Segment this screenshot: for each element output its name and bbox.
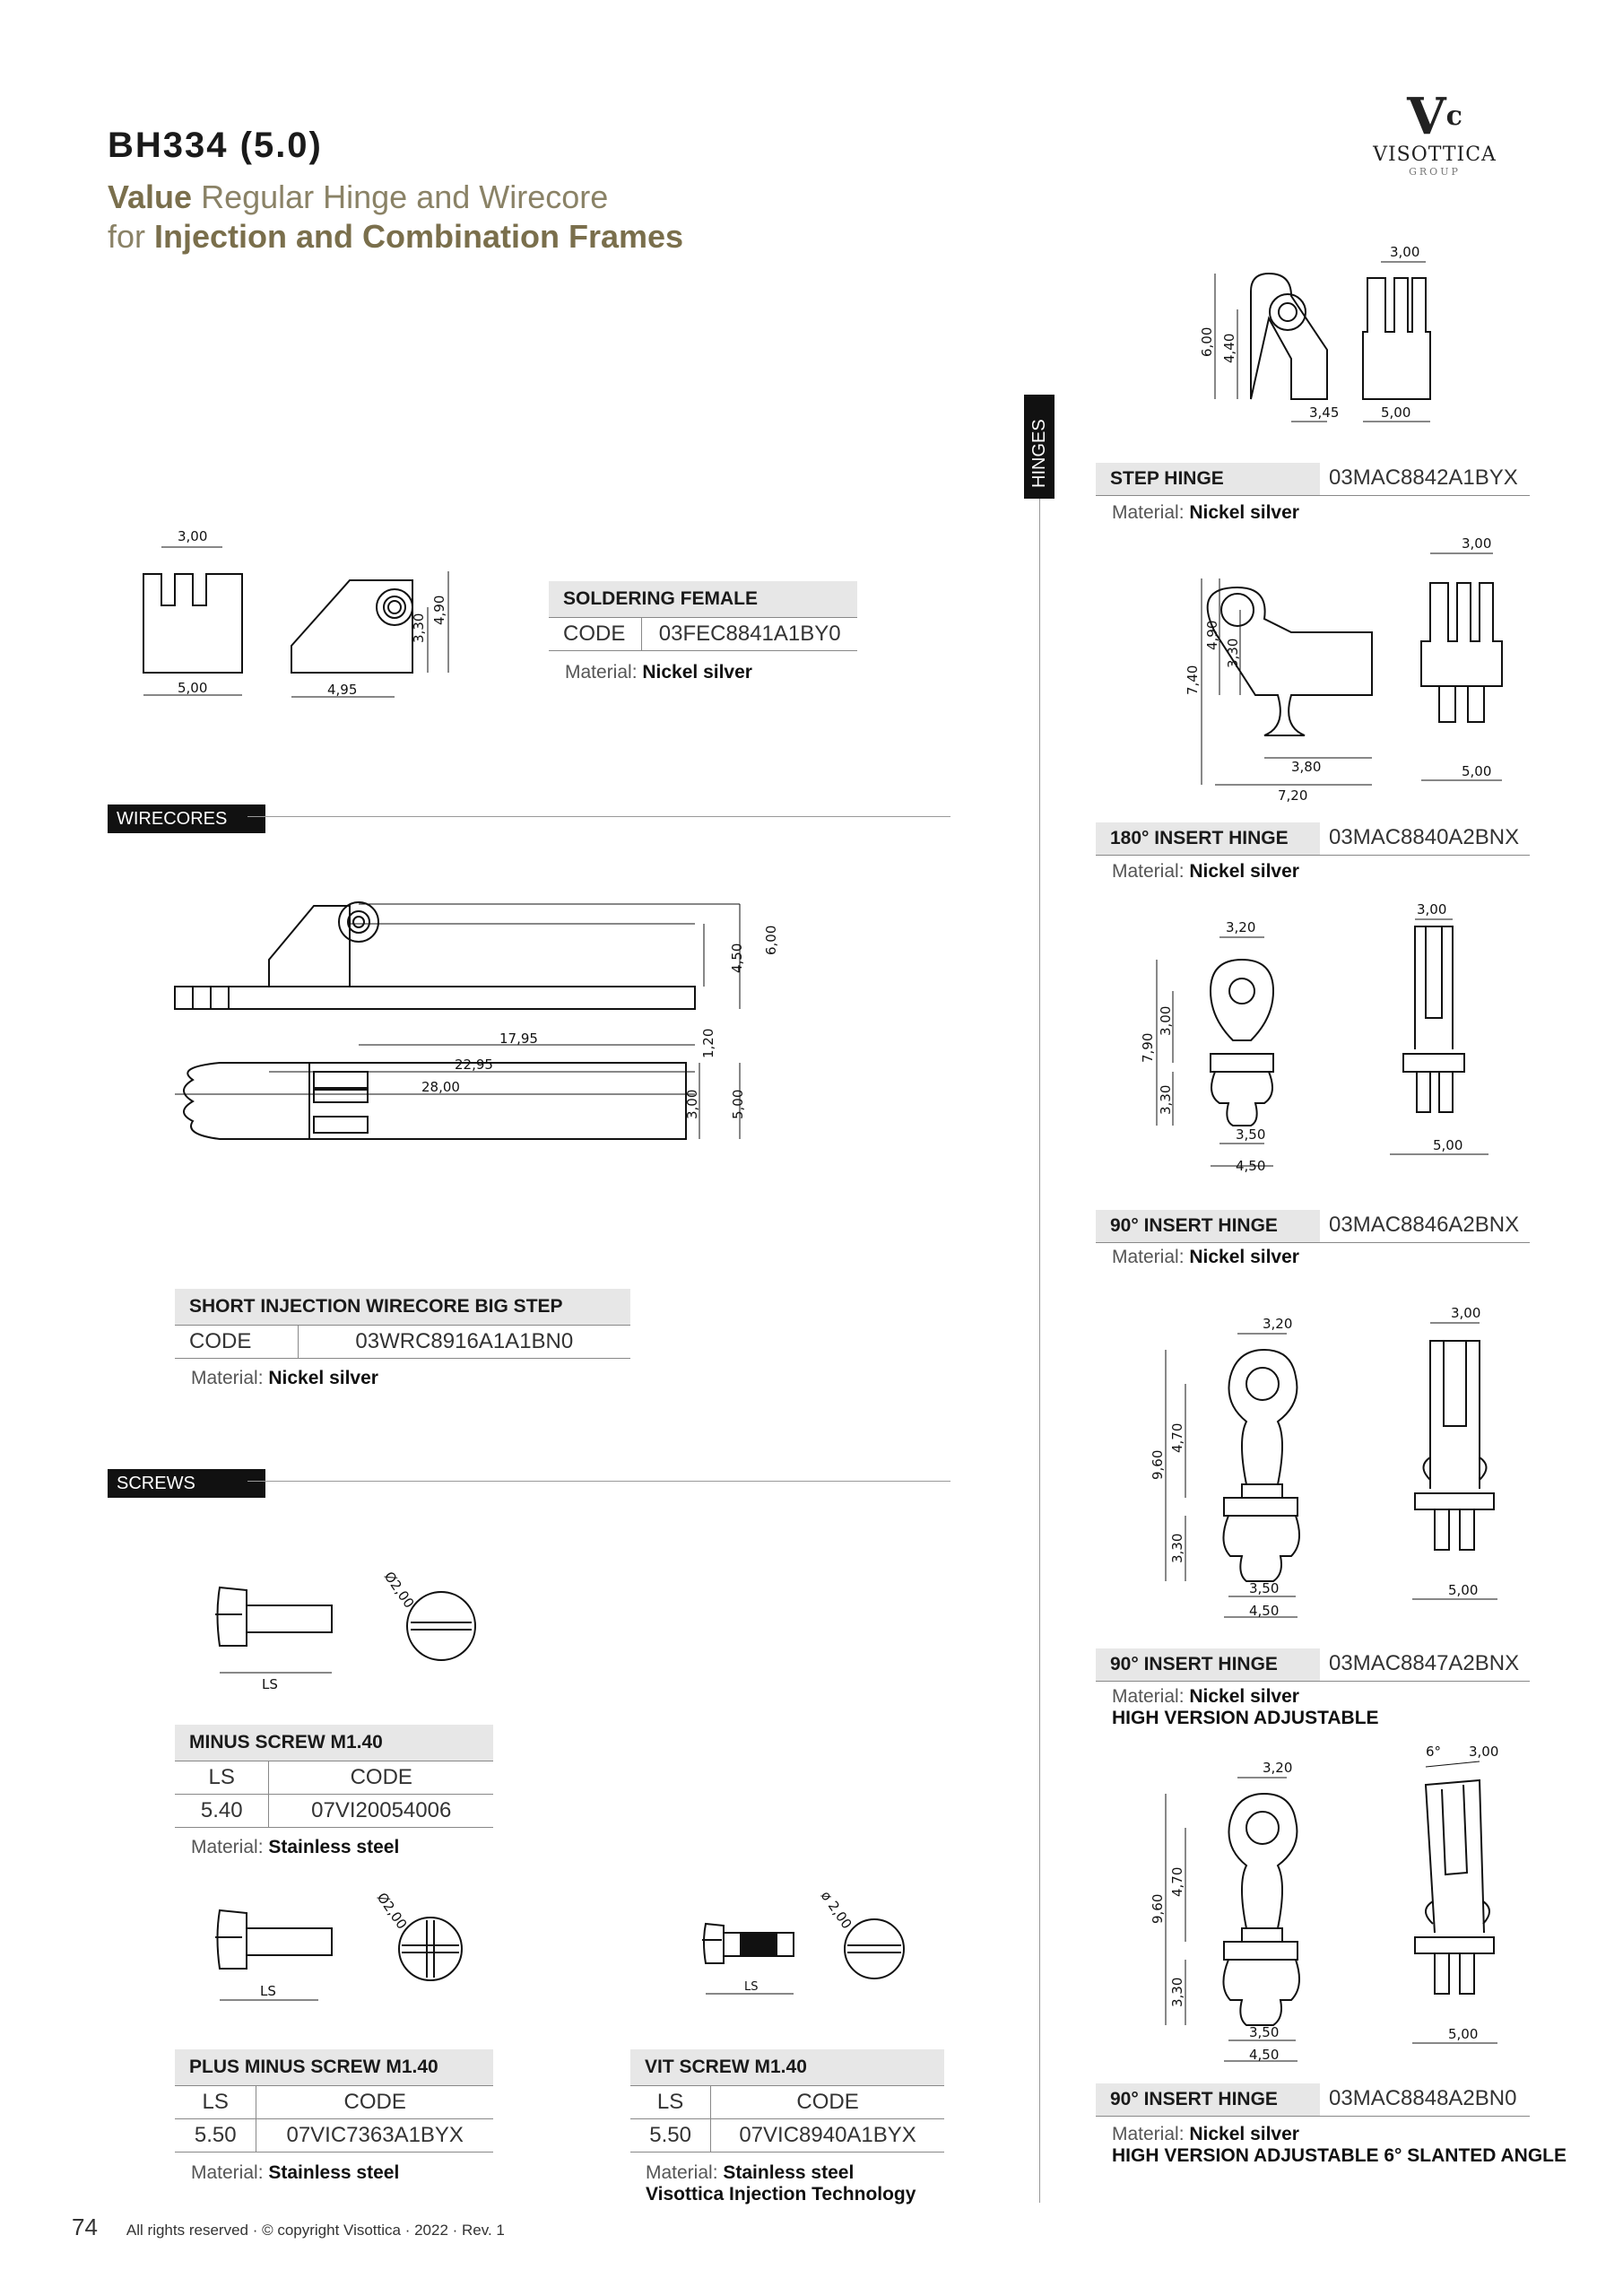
- wirecore-material-value: Nickel silver: [268, 1368, 378, 1388]
- step-hinge-header: [1096, 462, 1530, 496]
- insert-hinge-90-a-material: [1112, 1247, 1299, 1268]
- insert-hinge-180-material-value: Nickel silver: [1189, 861, 1299, 882]
- insert-90a-dim-300-top: 3,00: [1417, 901, 1447, 918]
- insert-hinge-90-a-name: 90° INSERT HINGE: [1096, 1210, 1320, 1242]
- soldering-female-table: [549, 581, 857, 651]
- wirecore-dim-300: 3,00: [684, 1089, 700, 1119]
- wirecore-code: 03WRC8916A1A1BN0: [298, 1326, 630, 1359]
- subtitle-pre-2: for: [108, 218, 155, 255]
- wirecore-material-label: Material:: [191, 1368, 269, 1388]
- plus-minus-screw-material-value: Stainless steel: [268, 2162, 400, 2183]
- insert-90c-dim-angle: 6°: [1426, 1744, 1442, 1760]
- step-hinge-dim-600: 6,00: [1199, 326, 1215, 357]
- insert-180-dim-740: 7,40: [1185, 665, 1201, 695]
- wirecore-name: SHORT INJECTION WIRECORE BIG STEP: [175, 1289, 630, 1326]
- vit-screw-col-code: CODE: [711, 2086, 944, 2119]
- visottica-v-logo-icon: $V^c$: [1407, 87, 1462, 146]
- insert-90b-dim-470: 4,70: [1169, 1422, 1185, 1453]
- wirecore-dim-2295: 22,95: [455, 1057, 493, 1073]
- insert-90a-dim-450: 4,50: [1236, 1158, 1266, 1174]
- plus-minus-screw-dim-d: Ø2,00: [373, 1889, 411, 1933]
- insert-hinge-90-b-drawing: [1130, 1296, 1542, 1628]
- soldering-dim-490: 4,90: [431, 595, 447, 625]
- section-screws-rule: [247, 1481, 950, 1482]
- wirecore-dim-1795: 17,95: [499, 1031, 538, 1047]
- soldering-material: [565, 662, 752, 683]
- section-wirecores-rule: [247, 816, 950, 817]
- insert-180-dim-500: 5,00: [1462, 763, 1492, 779]
- wirecore-dim-500: 5,00: [730, 1089, 746, 1119]
- section-wirecores: WIRECORES: [108, 804, 265, 833]
- minus-screw-name: MINUS SCREW M1.40: [175, 1725, 493, 1761]
- insert-90c-dim-470: 4,70: [1169, 1866, 1185, 1897]
- insert-90b-dim-320: 3,20: [1263, 1316, 1293, 1332]
- vit-screw-material-value: Stainless steel: [723, 2162, 855, 2183]
- plus-minus-screw-col-code: CODE: [256, 2086, 493, 2119]
- minus-screw-material-label: Material:: [191, 1837, 269, 1857]
- hinges-side-tab-label: HINGES: [1029, 419, 1049, 488]
- wirecore-drawing: [166, 888, 812, 1247]
- soldering-material-label: Material:: [565, 662, 643, 683]
- insert-90c-dim-300: 3,00: [1469, 1744, 1499, 1760]
- step-hinge-material-label: Material:: [1112, 502, 1190, 523]
- insert-90c-dim-500: 5,00: [1448, 2026, 1479, 2042]
- insert-180-dim-380: 3,80: [1291, 759, 1322, 775]
- insert-90b-dim-350: 3,50: [1249, 1580, 1280, 1596]
- insert-hinge-180-header: [1096, 822, 1530, 856]
- insert-hinge-90-a-header: [1096, 1209, 1530, 1243]
- insert-180-dim-720: 7,20: [1278, 787, 1308, 803]
- insert-hinge-90-b-material-value: Nickel silver: [1189, 1686, 1299, 1707]
- insert-hinge-180-rule: [1096, 855, 1530, 856]
- wirecore-table: [175, 1289, 630, 1359]
- soldering-dim-width-top: 3,00: [178, 528, 208, 544]
- insert-90c-dim-320: 3,20: [1263, 1760, 1293, 1776]
- step-hinge-dim-300: 3,00: [1390, 244, 1420, 260]
- vit-screw-ls: 5.50: [630, 2119, 711, 2152]
- insert-hinge-90-b-material-label: Material:: [1112, 1686, 1190, 1707]
- plus-minus-screw-code: 07VIC7363A1BYX: [256, 2119, 493, 2152]
- vit-screw-material-label: Material:: [646, 2162, 724, 2183]
- insert-hinge-180-code: 03MAC8840A2BNX: [1329, 825, 1520, 849]
- insert-hinge-90-b-header: [1096, 1648, 1530, 1682]
- vit-screw-table: [630, 2049, 944, 2152]
- step-hinge-drawing: [1193, 242, 1551, 430]
- insert-90a-dim-330: 3,30: [1158, 1084, 1174, 1115]
- subtitle-bold-2: Injection and Combination Frames: [154, 218, 684, 255]
- vit-screw-code: 07VIC8940A1BYX: [711, 2119, 944, 2152]
- insert-hinge-90-a-code: 03MAC8846A2BNX: [1329, 1213, 1520, 1237]
- plus-minus-screw-material-label: Material:: [191, 2162, 269, 2183]
- wirecore-dim-2800: 28,00: [421, 1079, 460, 1095]
- page-subtitle: [108, 178, 683, 257]
- minus-screw-col-code: CODE: [269, 1761, 493, 1795]
- insert-90c-dim-330: 3,30: [1169, 1977, 1185, 2007]
- insert-hinge-90-b-material: [1112, 1686, 1379, 1729]
- insert-hinge-90-c-name: 90° INSERT HINGE: [1096, 2083, 1320, 2116]
- page-footer: [72, 2213, 505, 2241]
- soldering-material-value: Nickel silver: [642, 662, 752, 683]
- insert-90a-dim-790: 7,90: [1140, 1032, 1156, 1063]
- step-hinge-code: 03MAC8842A1BYX: [1329, 465, 1518, 490]
- insert-90a-dim-500: 5,00: [1433, 1137, 1463, 1153]
- insert-hinge-90-a-material-label: Material:: [1112, 1247, 1190, 1267]
- logo-name: VISOTTICA: [1373, 144, 1497, 166]
- minus-screw-ls: 5.40: [175, 1795, 269, 1828]
- step-hinge-material-value: Nickel silver: [1189, 502, 1299, 523]
- insert-hinge-90-c-material-value: Nickel silver: [1189, 2124, 1299, 2144]
- insert-hinge-180-drawing: [1112, 534, 1542, 803]
- insert-hinge-90-c-code: 03MAC8848A2BN0: [1329, 2086, 1517, 2110]
- visottica-logo: [1345, 87, 1524, 178]
- step-hinge-dim-500: 5,00: [1381, 404, 1411, 421]
- page-number: 74: [72, 2213, 98, 2240]
- column-divider: [1039, 499, 1040, 2203]
- insert-90b-dim-450: 4,50: [1249, 1603, 1280, 1619]
- insert-hinge-90-c-drawing: [1130, 1740, 1542, 2072]
- minus-screw-dim-ls: LS: [262, 1676, 278, 1692]
- logo-group: GROUP: [1409, 166, 1461, 178]
- soldering-dim-length: 4,95: [327, 682, 358, 698]
- insert-hinge-90-a-rule: [1096, 1242, 1530, 1243]
- insert-180-dim-330: 3,30: [1225, 638, 1241, 668]
- minus-screw-drawing: [206, 1565, 502, 1700]
- step-hinge-dim-440: 4,40: [1221, 333, 1237, 363]
- insert-180-dim-490: 4,90: [1204, 620, 1220, 650]
- minus-screw-material: [191, 1837, 399, 1858]
- insert-hinge-90-b-code: 03MAC8847A2BNX: [1329, 1651, 1520, 1675]
- insert-90c-dim-960: 9,60: [1150, 1893, 1166, 1924]
- minus-screw-code: 07VI20054006: [269, 1795, 493, 1828]
- soldering-female-drawing: [135, 525, 493, 713]
- hinges-side-tab: [1024, 395, 1055, 499]
- soldering-code-label: CODE: [549, 618, 642, 651]
- wirecore-dim-600: 6,00: [763, 925, 779, 955]
- insert-90b-dim-500: 5,00: [1448, 1582, 1479, 1598]
- page-title: BH334 (5.0): [108, 126, 323, 165]
- wirecore-code-label: CODE: [175, 1326, 298, 1359]
- insert-90b-dim-960: 9,60: [1150, 1449, 1166, 1480]
- minus-screw-dim-d: Ø2,00: [380, 1568, 418, 1612]
- section-screws: SCREWS: [108, 1469, 265, 1498]
- plus-minus-screw-name: PLUS MINUS SCREW M1.40: [175, 2049, 493, 2086]
- soldering-female-name: SOLDERING FEMALE: [549, 581, 857, 618]
- insert-90b-dim-300: 3,00: [1451, 1305, 1481, 1321]
- vit-screw-col-ls: LS: [630, 2086, 711, 2119]
- insert-hinge-90-c-material: [1112, 2124, 1567, 2167]
- wirecore-dim-120: 1,20: [700, 1028, 716, 1058]
- insert-hinge-90-c-extra: HIGH VERSION ADJUSTABLE 6° SLANTED ANGLE: [1112, 2145, 1567, 2166]
- insert-hinge-90-c-material-label: Material:: [1112, 2124, 1190, 2144]
- insert-90b-dim-330: 3,30: [1169, 1533, 1185, 1563]
- insert-hinge-90-c-header: [1096, 2083, 1530, 2117]
- vit-screw-drawing: [695, 1888, 928, 2022]
- step-hinge-rule: [1096, 495, 1530, 496]
- step-hinge-material: [1112, 502, 1299, 524]
- soldering-code: 03FEC8841A1BY0: [642, 618, 857, 651]
- insert-hinge-90-c-rule: [1096, 2116, 1530, 2117]
- insert-hinge-180-material-label: Material:: [1112, 861, 1190, 882]
- soldering-dim-width-bottom: 5,00: [178, 680, 208, 696]
- plus-minus-screw-ls: 5.50: [175, 2119, 256, 2152]
- insert-hinge-90-a-drawing: [1130, 901, 1524, 1188]
- insert-hinge-180-name: 180° INSERT HINGE: [1096, 822, 1320, 855]
- vit-screw-dim-ls: LS: [744, 1980, 759, 1994]
- vit-screw-material: [646, 2162, 916, 2205]
- plus-minus-screw-material: [191, 2162, 399, 2184]
- plus-minus-screw-col-ls: LS: [175, 2086, 256, 2119]
- plus-minus-screw-drawing: [206, 1888, 502, 2022]
- vit-screw-extra: Visottica Injection Technology: [646, 2184, 916, 2205]
- step-hinge-name: STEP HINGE: [1096, 463, 1320, 495]
- vit-screw-dim-d: ø 2,00: [817, 1888, 855, 1933]
- insert-90a-dim-350: 3,50: [1236, 1126, 1266, 1143]
- minus-screw-table: [175, 1725, 493, 1828]
- subtitle-rest-1: Regular Hinge and Wirecore: [192, 178, 609, 215]
- insert-hinge-90-b-extra: HIGH VERSION ADJUSTABLE: [1112, 1708, 1379, 1728]
- wirecore-dim-450: 4,50: [729, 943, 745, 973]
- plus-minus-screw-dim-ls: LS: [260, 1983, 276, 1999]
- insert-hinge-180-material: [1112, 861, 1299, 883]
- plus-minus-screw-table: [175, 2049, 493, 2152]
- insert-90c-dim-450: 4,50: [1249, 2047, 1280, 2063]
- wirecore-material: [191, 1368, 378, 1389]
- insert-hinge-90-b-rule: [1096, 1681, 1530, 1682]
- insert-hinge-90-b-name: 90° INSERT HINGE: [1096, 1648, 1320, 1681]
- insert-90c-dim-350: 3,50: [1249, 2024, 1280, 2040]
- subtitle-bold-1: Value: [108, 178, 193, 215]
- step-hinge-dim-345: 3,45: [1309, 404, 1340, 421]
- minus-screw-material-value: Stainless steel: [268, 1837, 400, 1857]
- vit-screw-name: VIT SCREW M1.40: [630, 2049, 944, 2086]
- insert-90a-dim-320: 3,20: [1226, 919, 1256, 935]
- insert-hinge-90-a-material-value: Nickel silver: [1189, 1247, 1299, 1267]
- soldering-dim-330: 3,30: [411, 613, 427, 643]
- insert-90a-dim-300: 3,00: [1158, 1005, 1174, 1036]
- insert-180-dim-300: 3,00: [1462, 535, 1492, 552]
- copyright-text: All rights reserved · © copyright Visottica · 2022 · Rev. 1: [126, 2222, 505, 2239]
- minus-screw-col-ls: LS: [175, 1761, 269, 1795]
